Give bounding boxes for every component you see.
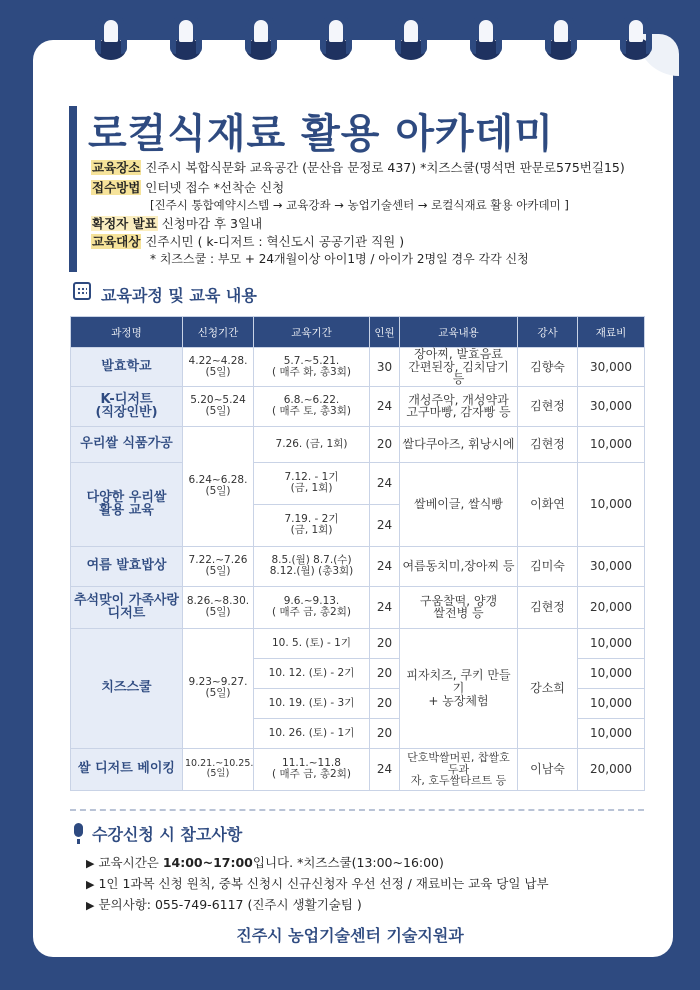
cell-fee: 30,000 (578, 386, 645, 426)
cell-content: 단호박쌀머핀, 찹쌀호두과 자, 호두쌀타르트 등 (400, 748, 518, 790)
microphone-icon (74, 823, 83, 837)
cell-period: 10. 12. (토) - 2기 (254, 658, 370, 688)
cell-teacher: 강소희 (518, 628, 578, 748)
cell-content: 피자치즈, 쿠키 만들기 + 농장체험 (400, 628, 518, 748)
cell-period: 10. 19. (토) - 3기 (254, 688, 370, 718)
info-place (91, 158, 625, 176)
header-people: 인원 (370, 317, 400, 348)
cell-period: 10. 26. (토) - 1기 (254, 718, 370, 748)
cell-content: 장아찌, 발효음료 간편된장, 김치담기 등 (400, 348, 518, 387)
cell-apply: 8.26.~8.30. (5일) (183, 586, 254, 628)
table-row (71, 426, 645, 462)
cell-apply: 9.23~9.27. (5일) (183, 628, 254, 748)
cell-people: 20 (370, 718, 400, 748)
note-rule (86, 874, 549, 892)
cell-period: 5.7.~5.21. ( 매주 화, 총3회) (254, 348, 370, 387)
table-row (71, 386, 645, 426)
cell-people: 24 (370, 504, 400, 546)
place-label: 교육장소 (92, 160, 141, 175)
cell-course: K-디저트 (직장인반) (71, 386, 183, 426)
page-title: 로컬식재료 활용 아카데미 (88, 111, 554, 157)
binder-ring-icon (542, 14, 580, 62)
cell-teacher: 김현정 (518, 386, 578, 426)
header-course: 과정명 (71, 317, 183, 348)
cell-people: 20 (370, 658, 400, 688)
cell-course: 여름 발효밥상 (71, 546, 183, 586)
note-time-bold: 14:00~17:00 (162, 855, 253, 870)
binder-ring-icon (92, 14, 130, 62)
place-value: 진주시 복합식문화 교육공간 (문산읍 문정로 437) *치즈스쿨(명석면 판문로575번길15) (145, 160, 625, 175)
course-table (70, 316, 645, 791)
cell-period: 7.19. - 2기 (금, 1회) (254, 504, 370, 546)
confirm-label: 확정자 발표 (92, 216, 157, 231)
cell-people: 24 (370, 462, 400, 504)
header-period: 교육기간 (254, 317, 370, 348)
cell-fee: 20,000 (578, 748, 645, 790)
cell-content: 여름동치미,장아찌 등 (400, 546, 518, 586)
apply-label: 접수방법 (92, 180, 141, 195)
bullet-triangle-icon: ▶ (86, 857, 95, 870)
cell-fee: 10,000 (578, 628, 645, 658)
cell-people: 24 (370, 386, 400, 426)
table-row (71, 348, 645, 387)
table-row (71, 462, 645, 504)
section-title-courses: 교육과정 및 교육 내용 (101, 286, 257, 305)
cell-course: 우리쌀 식품가공 (71, 426, 183, 462)
cell-period: 8.5.(월) 8.7.(수) 8.12.(월) (총3회) (254, 546, 370, 586)
cell-fee: 10,000 (578, 718, 645, 748)
note-contact (86, 895, 362, 913)
header-apply: 신청기간 (183, 317, 254, 348)
table-row (71, 628, 645, 658)
target-note: * 치즈스쿨 : 부모 + 24개월이상 아이1명 / 아이가 2명일 경우 각각 신청 (150, 252, 529, 266)
section-title-notes: 수강신청 시 참고사항 (92, 825, 243, 844)
apply-path: [진주시 통합예약시스템 → 교육강좌 → 농업기술센터 → 로컬식재료 활용 아카데미 ] (150, 198, 569, 212)
cell-apply: 5.20~5.24 (5일) (183, 386, 254, 426)
cell-teacher: 이화연 (518, 462, 578, 546)
cell-apply: 7.22.~7.26 (5일) (183, 546, 254, 586)
binder-ring-icon (167, 14, 205, 62)
note-contact-text: 문의사항: 055-749-6117 (진주시 생활기술팀 ) (98, 897, 362, 912)
cell-apply: 6.24~6.28. (5일) (183, 426, 254, 546)
binder-ring-icon (617, 14, 655, 62)
cell-teacher: 김현정 (518, 586, 578, 628)
cell-fee: 10,000 (578, 462, 645, 546)
cell-people: 20 (370, 426, 400, 462)
cell-content: 쌀다쿠아즈, 휘낭시에 (400, 426, 518, 462)
footer-organization: 진주시 농업기술센터 기술지원과 (236, 926, 464, 945)
binder-ring-icon (392, 14, 430, 62)
cell-content: 쌀베이글, 쌀식빵 (400, 462, 518, 546)
table-row (71, 586, 645, 628)
cell-period: 11.1.~11.8 ( 매주 금, 총2회) (254, 748, 370, 790)
cell-teacher: 김향숙 (518, 348, 578, 387)
cell-period: 10. 5. (토) - 1기 (254, 628, 370, 658)
note-rule-text: 1인 1과목 신청 원칙, 중복 신청시 신규신청자 우선 선정 / 재료비는 교육 당일 납부 (98, 876, 549, 891)
calendar-icon (73, 282, 91, 300)
cell-teacher: 이남숙 (518, 748, 578, 790)
info-confirm (91, 214, 262, 232)
title-accent-bar (69, 106, 77, 272)
cell-fee: 10,000 (578, 688, 645, 718)
bullet-triangle-icon: ▶ (86, 878, 95, 891)
cell-fee: 30,000 (578, 348, 645, 387)
cell-apply: 10.21.~10.25. (5일) (183, 748, 254, 790)
cell-course: 쌀 디저트 베이킹 (71, 748, 183, 790)
info-apply (91, 178, 284, 196)
table-row (71, 748, 645, 790)
divider (70, 809, 644, 811)
cell-teacher: 김현정 (518, 426, 578, 462)
cell-people: 20 (370, 688, 400, 718)
binder-ring-icon (242, 14, 280, 62)
cell-people: 24 (370, 546, 400, 586)
cell-period: 7.12. - 1기 (금, 1회) (254, 462, 370, 504)
cell-people: 24 (370, 586, 400, 628)
cell-fee: 10,000 (578, 426, 645, 462)
binder-ring-icon (467, 14, 505, 62)
cell-people: 24 (370, 748, 400, 790)
table-header-row (71, 317, 645, 348)
info-target (91, 232, 404, 250)
note-time-post: 입니다. *치즈스쿨(13:00~16:00) (252, 855, 444, 870)
cell-course: 추석맞이 가족사랑 디저트 (71, 586, 183, 628)
cell-period: 7.26. (금, 1회) (254, 426, 370, 462)
cell-content: 구움찰떡, 양갱 쌀전병 등 (400, 586, 518, 628)
header-teacher: 강사 (518, 317, 578, 348)
cell-fee: 30,000 (578, 546, 645, 586)
cell-people: 30 (370, 348, 400, 387)
bullet-triangle-icon: ▶ (86, 899, 95, 912)
confirm-value: 신청마감 후 3일내 (161, 216, 263, 231)
binder-ring-icon (317, 14, 355, 62)
note-time-pre: 교육시간은 (98, 855, 163, 870)
cell-course: 다양한 우리쌀 활용 교육 (71, 462, 183, 546)
cell-fee: 20,000 (578, 586, 645, 628)
header-content: 교육내용 (400, 317, 518, 348)
cell-course: 치즈스쿨 (71, 628, 183, 748)
note-time (86, 853, 444, 871)
target-value: 진주시민 ( k-디저트 : 혁신도시 공공기관 직원 ) (145, 234, 405, 249)
header-fee: 재료비 (578, 317, 645, 348)
cell-teacher: 김미숙 (518, 546, 578, 586)
cell-period: 6.8.~6.22. ( 매주 토, 총3회) (254, 386, 370, 426)
cell-apply: 4.22~4.28. (5일) (183, 348, 254, 387)
cell-course: 발효학교 (71, 348, 183, 387)
cell-period: 9.6.~9.13. ( 매주 금, 총2회) (254, 586, 370, 628)
target-label: 교육대상 (92, 234, 141, 249)
cell-people: 20 (370, 628, 400, 658)
apply-value: 인터넷 접수 *선착순 신청 (145, 180, 285, 195)
cell-fee: 10,000 (578, 658, 645, 688)
cell-content: 개성주악, 개성약과 고구마빵, 감자빵 등 (400, 386, 518, 426)
table-row (71, 546, 645, 586)
